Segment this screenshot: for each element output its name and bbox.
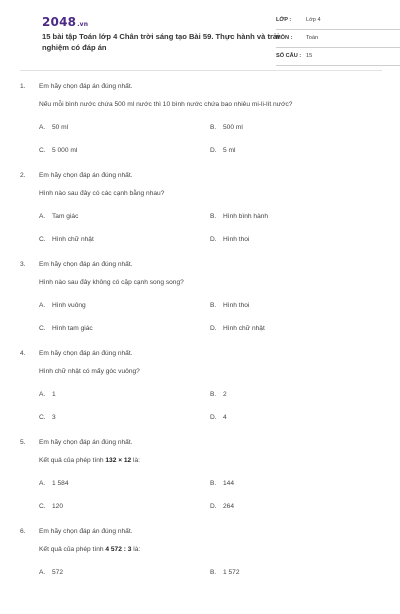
option-text: 264 — [223, 503, 235, 510]
question-stem — [39, 190, 164, 197]
option-letter: D. — [210, 414, 217, 421]
meta-label: SỐ CÂU : — [276, 53, 302, 59]
stem-text-end: là: — [131, 457, 141, 464]
answer-option[interactable] — [210, 503, 234, 510]
option-letter: C. — [39, 414, 46, 421]
answer-option[interactable] — [39, 569, 63, 576]
option-text: Hình chữ nhật — [52, 236, 94, 243]
answer-option[interactable] — [39, 325, 93, 332]
meta-row-count — [276, 50, 400, 66]
option-text: 1 572 — [223, 569, 240, 576]
meta-row-subject — [276, 32, 400, 48]
option-letter: D. — [210, 325, 217, 332]
question-prompt: Em hãy chọn đáp án đúng nhất. — [39, 83, 133, 90]
option-text: Hình thoi — [223, 236, 250, 243]
answer-option[interactable] — [39, 147, 77, 154]
option-letter: D. — [210, 503, 217, 510]
question-prompt: Em hãy chọn đáp án đúng nhất. — [39, 528, 133, 535]
question-prompt: Em hãy chọn đáp án đúng nhất. — [39, 261, 133, 268]
question-item — [20, 436, 382, 525]
option-letter: D. — [210, 147, 217, 154]
option-letter: A. — [39, 302, 46, 309]
answer-option[interactable] — [210, 569, 240, 576]
question-item — [20, 258, 382, 347]
answer-option[interactable] — [39, 480, 69, 487]
option-text: 50 ml — [52, 124, 69, 131]
answer-option[interactable] — [210, 236, 249, 243]
meta-value: Lớp 4 — [306, 17, 321, 23]
option-text: Hình bình hành — [223, 213, 269, 220]
option-text: 120 — [52, 503, 64, 510]
question-stem — [39, 457, 140, 464]
question-stem — [39, 101, 292, 108]
document-title: 15 bài tập Toán lớp 4 Chân trời sáng tạo Bài 59. Thực hành và trải nghiệm có đáp án — [42, 32, 280, 52]
option-text: 3 — [52, 414, 56, 421]
option-text: Hình chữ nhật — [223, 325, 265, 332]
stem-expression: 4 572 : 3 — [105, 546, 132, 553]
option-letter: A. — [39, 569, 46, 576]
site-logo[interactable] — [42, 15, 88, 29]
logo-suffix: .vn — [77, 21, 89, 28]
question-item — [20, 525, 382, 614]
question-number: 2. — [20, 172, 26, 179]
answer-option[interactable] — [39, 302, 86, 309]
answer-option[interactable] — [210, 302, 249, 309]
option-letter: A. — [39, 391, 46, 398]
option-letter: B. — [210, 124, 217, 131]
question-number: 3. — [20, 261, 26, 268]
option-text: Tam giác — [52, 213, 79, 220]
option-text: 500 ml — [223, 124, 243, 131]
stem-text-end: là: — [131, 546, 141, 553]
answer-option[interactable] — [39, 236, 94, 243]
meta-label: MÔN : — [276, 35, 293, 41]
option-text: 4 — [223, 414, 227, 421]
question-number: 1. — [20, 83, 26, 90]
option-letter: A. — [39, 213, 46, 220]
option-text: Hình thoi — [223, 302, 250, 309]
option-letter: C. — [39, 236, 46, 243]
answer-option[interactable] — [210, 480, 234, 487]
option-letter: A. — [39, 480, 46, 487]
question-prompt: Em hãy chọn đáp án đúng nhất. — [39, 350, 133, 357]
option-text: 572 — [52, 569, 64, 576]
answer-option[interactable] — [210, 414, 227, 421]
answer-option[interactable] — [39, 124, 68, 131]
question-number: 5. — [20, 439, 26, 446]
option-text: 144 — [223, 480, 235, 487]
option-letter: D. — [210, 236, 217, 243]
option-letter: C. — [39, 325, 46, 332]
answer-option[interactable] — [39, 414, 56, 421]
option-text: 1 584 — [52, 480, 69, 487]
option-letter: B. — [210, 480, 217, 487]
question-prompt: Em hãy chọn đáp án đúng nhất. — [39, 172, 133, 179]
option-letter: B. — [210, 302, 217, 309]
stem-expression: 132 × 12 — [105, 457, 132, 464]
answer-option[interactable] — [210, 325, 265, 332]
option-text: 5 000 ml — [52, 147, 78, 154]
option-text: Hình tam giác — [52, 325, 93, 332]
answer-option[interactable] — [210, 124, 243, 131]
question-stem — [39, 546, 140, 553]
answer-option[interactable] — [39, 503, 63, 510]
meta-info — [276, 14, 400, 68]
answer-option[interactable] — [39, 391, 56, 398]
meta-value: 15 — [306, 53, 313, 59]
stem-text: Kết quả của phép tính — [39, 457, 106, 464]
option-letter: B. — [210, 569, 217, 576]
header-divider — [20, 70, 382, 71]
header — [22, 0, 382, 66]
question-item — [20, 169, 382, 258]
option-text: Hình vuông — [52, 302, 86, 309]
question-prompt: Em hãy chọn đáp án đúng nhất. — [39, 439, 133, 446]
option-text: 1 — [52, 391, 56, 398]
option-letter: B. — [210, 213, 217, 220]
meta-row-grade — [276, 14, 400, 30]
question-number: 6. — [20, 528, 26, 535]
stem-text: Kết quả của phép tính — [39, 546, 106, 553]
question-list — [20, 80, 382, 614]
meta-value: Toán — [306, 35, 319, 41]
option-letter: C. — [39, 503, 46, 510]
option-text: 5 ml — [223, 147, 236, 154]
question-item — [20, 347, 382, 436]
stem-text: Hình nào sau đây có các cạnh bằng nhau? — [39, 190, 165, 197]
question-stem — [39, 279, 184, 286]
option-text: 2 — [223, 391, 227, 398]
question-number: 4. — [20, 350, 26, 357]
option-letter: A. — [39, 124, 46, 131]
logo-text: 2048 — [42, 15, 77, 29]
meta-label: LỚP : — [276, 17, 292, 23]
stem-text: Hình nào sau đây không có cặp cạnh song song? — [39, 279, 184, 286]
option-letter: B. — [210, 391, 217, 398]
answer-option[interactable] — [39, 213, 78, 220]
answer-option[interactable] — [210, 147, 235, 154]
question-stem — [39, 368, 140, 375]
stem-text: Hình chữ nhật có mấy góc vuông? — [39, 368, 140, 375]
answer-option[interactable] — [210, 213, 268, 220]
option-letter: C. — [39, 147, 46, 154]
answer-option[interactable] — [210, 391, 227, 398]
question-item — [20, 80, 382, 169]
stem-text: Nếu mỗi bình nước chứa 500 ml nước thì 10 bình nước chứa bao nhiêu mi-li-lít nước? — [39, 101, 293, 108]
